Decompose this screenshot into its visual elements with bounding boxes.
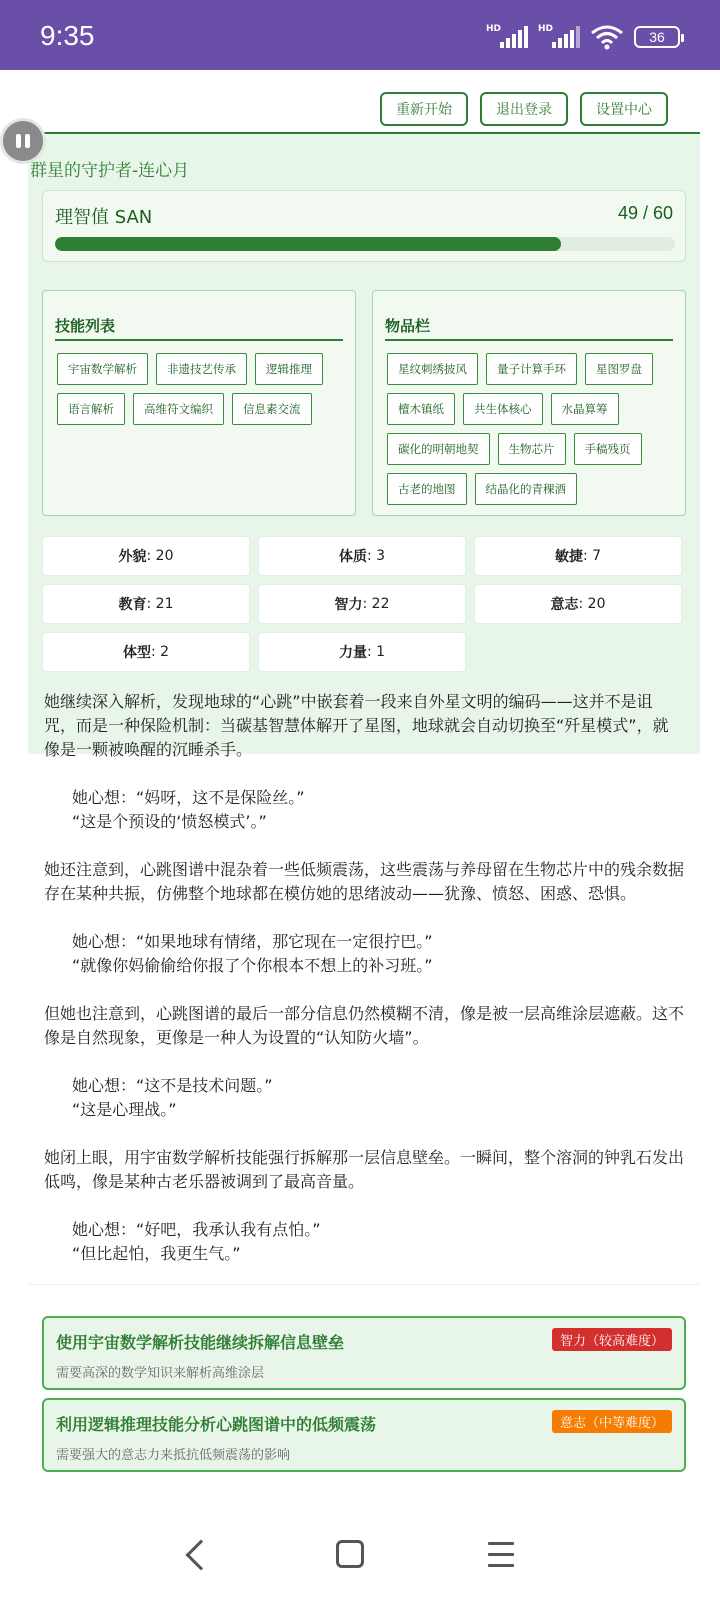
inventory-list (387, 353, 675, 505)
stat-cell (258, 536, 466, 576)
stat-name: 意志 (550, 597, 579, 613)
stat-value: : 3 (366, 548, 386, 564)
skill-tag[interactable]: 高维符文编织 (133, 393, 224, 425)
difficulty-badge: 智力（较高难度） (552, 1328, 672, 1351)
stat-value: : 20 (578, 596, 606, 612)
settings-button[interactable]: 设置中心 (580, 92, 668, 126)
item-tag[interactable]: 星图罗盘 (585, 353, 653, 385)
attributes-grid (42, 536, 686, 672)
item-tag[interactable]: 结晶化的青稞酒 (475, 473, 578, 505)
item-tag[interactable]: 手稿残页 (574, 433, 642, 465)
stat-value: : 1 (366, 644, 386, 660)
inventory-box (372, 290, 686, 516)
system-nav-bar (0, 1510, 720, 1600)
skills-divider (55, 339, 343, 341)
stat-name: 敏捷 (554, 549, 583, 565)
choice-option-2[interactable] (42, 1398, 686, 1472)
thought-line: “这是个预设的‘愤怒模式’。” (72, 812, 267, 831)
stat-value: : 22 (362, 596, 390, 612)
inner-thought (44, 1074, 684, 1122)
stat-cell (258, 584, 466, 624)
san-value: 49 / 60 (617, 203, 673, 223)
top-actions (380, 92, 668, 126)
item-tag[interactable]: 生物芯片 (498, 433, 566, 465)
status-time: 9:35 (40, 20, 95, 51)
signal-hd-label-2: HD (538, 24, 554, 34)
story-paragraph: 她还注意到，心跳图谱中混杂着一些低频震荡，这些震荡与养母留在生物芯片中的残余数据存在某种共振，仿佛整个地球都在模仿她的思绪波动——犹豫、愤怒、困惑、恐惧。 (44, 860, 685, 903)
stat-cell (474, 536, 682, 576)
san-label: 理智值 SAN (55, 207, 153, 228)
choice-option-1[interactable] (42, 1316, 686, 1390)
san-meter (42, 190, 686, 262)
inner-thought (44, 1218, 684, 1266)
inventory-divider (385, 339, 673, 341)
stat-name: 体型 (122, 645, 151, 661)
inner-thought (44, 786, 684, 834)
choice-description: 需要强大的意志力来抵抗低频震荡的影响 (56, 1448, 291, 1463)
story-text (28, 690, 700, 1290)
item-tag[interactable]: 碳化的明朝地契 (387, 433, 490, 465)
stat-name: 体质 (338, 549, 367, 565)
menu-icon[interactable] (488, 1542, 514, 1575)
inventory-title: 物品栏 (385, 317, 431, 335)
stat-name: 力量 (338, 645, 367, 661)
choice-title: 利用逻辑推理技能分析心跳图谱中的低频震荡 (56, 1415, 377, 1434)
skill-tag[interactable]: 信息素交流 (232, 393, 312, 425)
status-icons (486, 24, 680, 50)
wifi-icon (590, 24, 624, 50)
stat-name: 外貌 (118, 549, 147, 565)
story-paragraph: 她闭上眼，用宇宙数学解析技能强行拆解那一层信息壁垒。一瞬间，整个溶洞的钟乳石发出低鸣，像是某种古老乐器被调到了最高音量。 (44, 1148, 685, 1191)
cell-signal-icon (486, 26, 528, 48)
item-tag[interactable]: 古老的地图 (387, 473, 467, 505)
thought-line: “但比起怕，我更生气。” (72, 1244, 241, 1263)
game-card (14, 70, 700, 1510)
stat-cell (42, 584, 250, 624)
thought-line: 她心想：“如果地球有情绪，那它现在一定很拧巴。” (72, 932, 433, 951)
thought-line: 她心想：“好吧，我承认我有点怕。” (72, 1220, 321, 1239)
stat-name: 智力 (334, 597, 363, 613)
skill-tag[interactable]: 非遗技艺传承 (156, 353, 247, 385)
stat-cell (258, 632, 466, 672)
choice-description: 需要高深的数学知识来解析高维涂层 (56, 1366, 265, 1381)
stat-value: : 7 (582, 548, 602, 564)
stat-cell (42, 632, 250, 672)
skill-tag[interactable]: 宇宙数学解析 (57, 353, 148, 385)
stat-cell (474, 584, 682, 624)
floating-pause-icon[interactable] (0, 118, 46, 164)
stat-value: : 21 (146, 596, 174, 612)
cell-signal-icon-2 (538, 26, 580, 48)
status-bar (0, 0, 720, 70)
item-tag[interactable]: 量子计算手环 (486, 353, 577, 385)
item-tag[interactable]: 檀木镇纸 (387, 393, 455, 425)
stat-cell (42, 536, 250, 576)
skill-tag[interactable]: 逻辑推理 (255, 353, 323, 385)
story-paragraph: 她继续深入解析，发现地球的“心跳”中嵌套着一段来自外星文明的编码——这并不是诅咒，而是一种保险机制：当碳基智慧体解开了星图，地球就会自动切换至“歼星模式”，就像是一颗被唤醒的沉睡杀手。 (44, 692, 669, 759)
stat-value: : 2 (150, 644, 170, 660)
logout-button[interactable]: 退出登录 (480, 92, 568, 126)
home-icon[interactable] (336, 1540, 364, 1568)
inner-thought (44, 930, 684, 978)
skills-title: 技能列表 (55, 317, 116, 335)
story-paragraph: 但她也注意到，心跳图谱的最后一部分信息仍然模糊不清，像是被一层高维涂层遮蔽。这不像是自然现象，更像是一种人为设置的“认知防火墙”。 (44, 1004, 685, 1047)
skill-tag[interactable]: 语言解析 (57, 393, 125, 425)
san-progress-track (55, 237, 675, 251)
thought-line: 她心想：“这不是技术问题。” (72, 1076, 273, 1095)
item-tag[interactable]: 共生体核心 (463, 393, 543, 425)
back-icon[interactable] (185, 1539, 216, 1570)
thought-line: “就像你妈偷偷给你报了个你根本不想上的补习班。” (72, 956, 433, 975)
thought-line: “这是心理战。” (72, 1100, 177, 1119)
san-progress-fill (55, 237, 561, 251)
restart-button[interactable]: 重新开始 (380, 92, 468, 126)
stat-value: : 20 (146, 548, 174, 564)
thought-line: 她心想：“妈呀，这不是保险丝。” (72, 788, 305, 807)
choice-title: 使用宇宙数学解析技能继续拆解信息壁垒 (56, 1333, 345, 1352)
choices-divider (28, 1284, 700, 1285)
skills-list (57, 353, 345, 425)
difficulty-badge: 意志（中等难度） (552, 1410, 672, 1433)
character-name: 群星的守护者-连心月 (30, 161, 190, 181)
item-tag[interactable]: 星纹刺绣披风 (387, 353, 478, 385)
skills-box (42, 290, 356, 516)
battery-icon: 36 (634, 26, 680, 48)
stat-name: 教育 (118, 597, 147, 613)
signal-hd-label: HD (486, 24, 502, 34)
item-tag[interactable]: 水晶算筹 (551, 393, 619, 425)
